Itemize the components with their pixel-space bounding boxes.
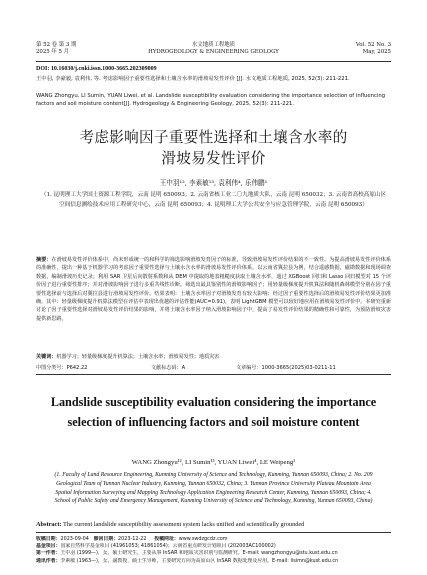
title-en-line2: selection of influencing factors and soil moisture content	[67, 414, 360, 429]
fund-text: 国家自然科学基金项目 (41961053; 41861054)；云南省重点研发计划项目 (202003AC100002)	[60, 543, 276, 550]
corresponding-author-text: 李素敏 (1963—)，女，副教授，硕士生导师，主要研究方向为高原山区 InSAR 数据处理及应用。E-mail: lisimn@kust.edu.cn	[60, 557, 339, 564]
title-en	[36, 393, 391, 432]
citation-cn: 王中羽, 李豪毅, 袁利伟, 等. 考虑影响因子重要性选择和土壤含水率的滑坡易发性评价 [J]. 水文地质工程地质, 2025, 52(3): 211-221.	[36, 76, 350, 82]
footnote-fund: 基金项目：国家自然科学基金项目 (41961053; 41861054)；云南省重点研发计划项目 (202003AC100002)	[36, 543, 276, 550]
journal-name-cn: 水文地质工程地质	[191, 42, 236, 48]
authors-cn: 王中羽¹², 李素敏¹³, 袁利伟⁴, 乐伟鹏¹	[159, 179, 268, 187]
authors-en: WANG Zhongyu¹², LI Sumin¹³, YUAN Liwei⁴, LE Weipeng¹	[131, 459, 296, 466]
date-en: May, 2025	[362, 49, 391, 55]
affiliations-cn: （1. 昆明理工大学国土资源工程学院，云南 昆明 650093；2. 云南省核工业二〇九地质大队，云南 昆明 650032；3. 云南省高校高原山区空间信息测绘技术应用工程研究中心，云南 昆明 650093；4. 昆明理工大学公共安全与应急管理学院，云南 昆明 650093）	[40, 192, 387, 208]
doi[interactable]: DOI: 10.16030/j.cnki.issn.1000-3665.202309009	[36, 66, 157, 72]
first-author-text: 王中羽 (1999—)，女，硕士研究生，主要从事 InSAR 和地质灾害识别与监测研究。E-mail: wangzhongyu@stu.kust.edu.cn	[60, 550, 338, 557]
title-cn-line2: 滑坡易发性评价	[161, 150, 266, 167]
journal-name-en: HYDROGEOLOGY & ENGINEERING GEOLOGY	[148, 49, 279, 55]
title-en-line1: Landslide susceptibility evaluation considering the importance	[50, 395, 377, 409]
revised-date: 2023-12-22	[118, 536, 147, 542]
affiliations-en: (1. Faculty of Land Resource Engineering, Kunming University of Science and Technology, Kunming, Yunnan 650093, China; 2. No. 209 Geological Team of Yunnan Nuclear Industry, Kunming, Yunnan 650032, China; 3. Yunnan Province University Plateau Mountain Area Spatial Information Surveying and Mapping Technology Application Engineering Research Center, Kunming, Yunnan 650093, China; 4. School of Public Safety and Emergency Management, Kunming University of Science and Technology, Kunming, Yunnan 650093, China)	[54, 472, 373, 505]
article-number: 文章编号：1000-3665(2025)03-0211-11	[236, 365, 336, 371]
abstract-en-text: The current landslide susceptibility assessment system lacks unified and scientifically grounded	[63, 521, 305, 528]
received-date: 2023-09-04	[60, 536, 89, 542]
footnote-dates: 收稿日期：2023-09-04 修回日期：2023-12-22 投稿网址：www.swdzgcdz.com	[36, 536, 228, 542]
header-rule	[36, 61, 391, 62]
abstract-cn-text: 在滑坡易发性评价体系中，尚未形成统一的和科学的筛选影响滑坡发育因子的标准，导致滑坡易发性评价结果的不一致性。为提高滑坡易发性评价体系的准确性，提出一种基于机器学习的考虑因子重要性选择与土壤水含水率的滑坡易发性评价体系。以云南省冀拉县为例，结合遥感数据、磁勘数据和现场调查数据，编制滑坡历史记录；利用 SAR 卫星后向散射系数和从 DEM 中提取的地表粗糙度获取土壤含水率，通过 XGBoost 回归和 Lasso 回归模型对 15 个评价因子进行重要性排序；并对滑坡影响因子进行多重共线性诊断，筛选出最具鉴别性的滑坡影响因子；用轻量级梯度提升机算法和随机森林模型分别在因子重要性选择前与选择后对冀拉县进行滑坡易发性评价。结果表明：土壤含水率因子对滑坡发育有较大影响；经过因子重要性选择后的滑坡易发性评价结果更加准确，其中：轻量级梯度提升机算法模型在评估中表现出优越的评估性能(AUC=0.91)，表明 LightGBM 模型可以较好地应用在滑坡易发性评价中。本研究重新讨论了因子重要性选择对滑坡易发性评价结果的影响，并将土壤含水率因子纳入滑坡影响因子中，提高了易发性评价结果的精确性和可靠性，为预防滑坡灾害提供新思路。	[36, 257, 391, 322]
date-cn: 2025 年 5 月	[36, 49, 70, 55]
footnote-corresponding-author: 通讯作者：李素敏 (1963—)，女，副教授，硕士生导师，主要研究方向为高原山区 InSAR 数据处理及应用。E-mail: lisimn@kust.edu.cn	[36, 557, 339, 564]
abstract-cn-label: 摘要：	[36, 257, 52, 263]
volume-issue-en: Vol. 52 No. 3	[355, 42, 391, 48]
keywords-cn-label: 关键词：	[36, 354, 57, 360]
footnotes	[36, 536, 391, 565]
running-header	[36, 42, 391, 62]
header-center	[36, 42, 391, 56]
header-right	[356, 42, 391, 56]
footer-rule	[36, 532, 391, 533]
abstract-en-label: Abstract:	[36, 521, 62, 528]
abstract-en	[36, 521, 391, 528]
footnote-first-author: 第一作者：王中羽 (1999—)，女，硕士研究生，主要从事 InSAR 和地质灾害识别与监测研究。E-mail: wangzhongyu@stu.kust.edu.cn	[36, 550, 338, 557]
keywords-cn-text: 机器学习；轻量级梯度提升机算法；土壤含水率；滑坡易发性；地质灾害	[56, 354, 220, 360]
title-cn-line1: 考虑影响因子重要性选择和土壤含水率的	[79, 129, 348, 146]
abstract-cn	[36, 256, 391, 323]
keywords-cn	[36, 353, 391, 361]
classification-row	[36, 364, 391, 373]
document-code: 文献标志码：A	[151, 365, 186, 371]
volume-issue-cn: 第 52 卷 第 3 期	[36, 42, 77, 48]
citation-en: WANG Zhongyu, LI Sumin, YUAN Liwei, et al. Landslide susceptibility evaluation considering the importance selection of influencing factors and soil moisture content[J]. Hydrogeology & Engineering Geology, 2025, 52(3): 211-221.	[36, 93, 386, 107]
title-cn	[36, 127, 391, 169]
clc-number: 中图分类号：P642.22	[36, 365, 88, 371]
submission-url[interactable]: www.swdzgcdz.com	[178, 536, 228, 542]
section-rule	[36, 374, 391, 375]
